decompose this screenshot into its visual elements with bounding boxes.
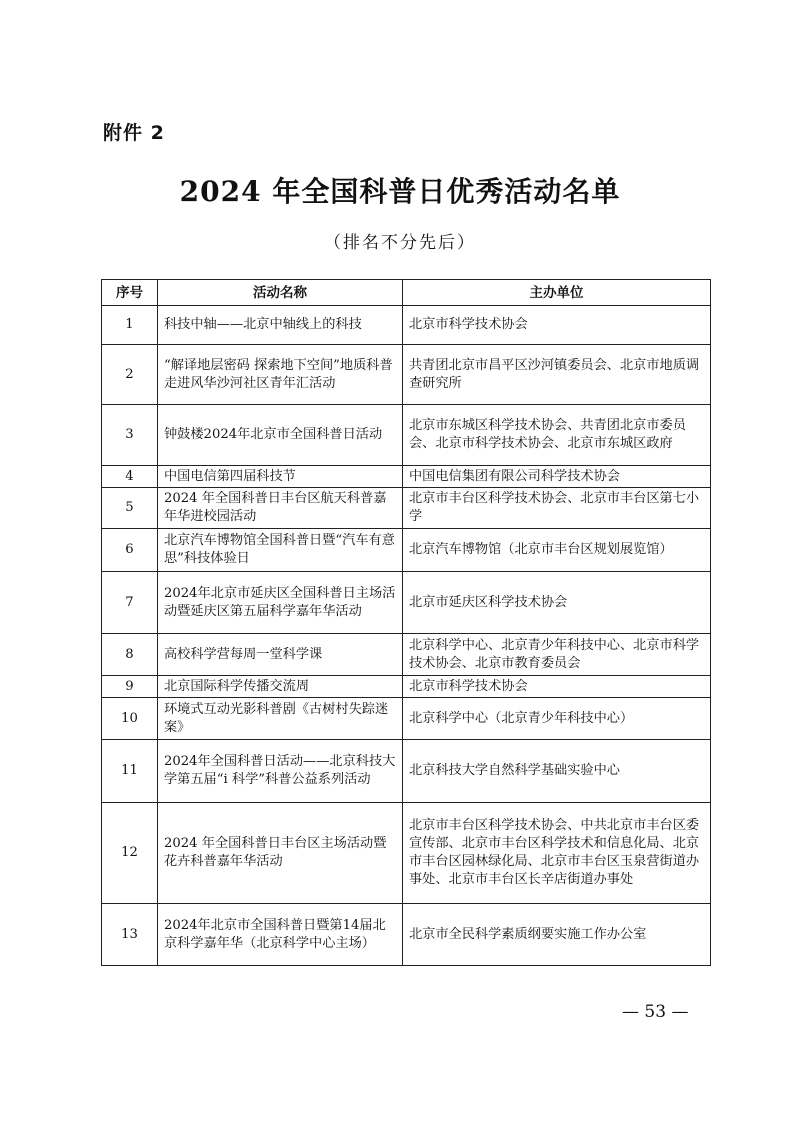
cell-number: 3 xyxy=(102,405,158,466)
cell-activity: 北京国际科学传播交流周 xyxy=(158,676,403,698)
cell-organizer: 北京市全民科学素质纲要实施工作办公室 xyxy=(403,904,711,966)
cell-organizer: 北京市科学技术协会 xyxy=(403,306,711,345)
cell-activity: 北京汽车博物馆全国科普日暨“汽车有意思”科技体验日 xyxy=(158,529,403,572)
table-row xyxy=(102,466,711,488)
cell-activity: 2024年全国科普日活动——北京科技大学第五届“i 科学”科普公益系列活动 xyxy=(158,740,403,803)
cell-number: 8 xyxy=(102,634,158,676)
cell-organizer: 北京汽车博物馆（北京市丰台区规划展览馆） xyxy=(403,529,711,572)
cell-organizer: 北京市丰台区科学技术协会、中共北京市丰台区委宣传部、北京市丰台区科学技术和信息化局、北京市丰台区园林绿化局、北京市丰台区玉泉营街道办事处、北京市丰台区长辛店街道办事处 xyxy=(403,803,711,904)
table-row xyxy=(102,634,711,676)
cell-organizer: 北京市科学技术协会 xyxy=(403,676,711,698)
cell-activity: 钟鼓楼2024年北京市全国科普日活动 xyxy=(158,405,403,466)
cell-number: 4 xyxy=(102,466,158,488)
cell-activity: 2024年北京市全国科普日暨第14届北京科学嘉年华（北京科学中心主场） xyxy=(158,904,403,966)
cell-organizer: 中国电信集团有限公司科学技术协会 xyxy=(403,466,711,488)
cell-activity: 高校科学营每周一堂科学课 xyxy=(158,634,403,676)
table-row xyxy=(102,803,711,904)
cell-activity: 2024 年全国科普日丰台区主场活动暨花卉科普嘉年华活动 xyxy=(158,803,403,904)
table-row xyxy=(102,405,711,466)
column-header-activity: 活动名称 xyxy=(158,280,403,306)
cell-organizer: 共青团北京市昌平区沙河镇委员会、北京市地质调查研究所 xyxy=(403,345,711,405)
cell-organizer: 北京市东城区科学技术协会、共青团北京市委员会、北京市科学技术协会、北京市东城区政府 xyxy=(403,405,711,466)
cell-organizer: 北京市延庆区科学技术协会 xyxy=(403,572,711,634)
cell-activity: 2024年北京市延庆区全国科普日主场活动暨延庆区第五届科学嘉年华活动 xyxy=(158,572,403,634)
cell-number: 5 xyxy=(102,488,158,529)
table-row xyxy=(102,572,711,634)
table-header-row xyxy=(102,280,711,306)
cell-activity: 中国电信第四届科技节 xyxy=(158,466,403,488)
table-row xyxy=(102,740,711,803)
cell-activity: 2024 年全国科普日丰台区航天科普嘉年华进校园活动 xyxy=(158,488,403,529)
cell-activity: 环境式互动光影科普剧《古树村失踪迷案》 xyxy=(158,698,403,740)
cell-number: 10 xyxy=(102,698,158,740)
document-title: 2024 年全国科普日优秀活动名单 xyxy=(179,175,621,208)
cell-number: 1 xyxy=(102,306,158,345)
cell-activity: 科技中轴——北京中轴线上的科技 xyxy=(158,306,403,345)
document-subtitle: （排名不分先后） xyxy=(324,233,476,253)
table-row xyxy=(102,306,711,345)
cell-number: 7 xyxy=(102,572,158,634)
cell-organizer: 北京科学中心、北京青少年科技中心、北京市科学技术协会、北京市教育委员会 xyxy=(403,634,711,676)
cell-number: 9 xyxy=(102,676,158,698)
table-row xyxy=(102,904,711,966)
table-row xyxy=(102,345,711,405)
activity-table xyxy=(101,279,711,966)
cell-number: 13 xyxy=(102,904,158,966)
column-header-organizer: 主办单位 xyxy=(403,280,711,306)
table-row xyxy=(102,488,711,529)
column-header-number: 序号 xyxy=(102,280,158,306)
cell-organizer: 北京科技大学自然科学基础实验中心 xyxy=(403,740,711,803)
table-row xyxy=(102,698,711,740)
attachment-label: 附件 2 xyxy=(103,122,165,144)
cell-number: 2 xyxy=(102,345,158,405)
cell-number: 12 xyxy=(102,803,158,904)
page-number: — 53 — xyxy=(622,1002,689,1022)
cell-activity: “解译地层密码 探索地下空间”地质科普走进风华沙河社区青年汇活动 xyxy=(158,345,403,405)
cell-number: 11 xyxy=(102,740,158,803)
cell-number: 6 xyxy=(102,529,158,572)
cell-organizer: 北京市丰台区科学技术协会、北京市丰台区第七小学 xyxy=(403,488,711,529)
table-row xyxy=(102,676,711,698)
table-row xyxy=(102,529,711,572)
cell-organizer: 北京科学中心（北京青少年科技中心） xyxy=(403,698,711,740)
